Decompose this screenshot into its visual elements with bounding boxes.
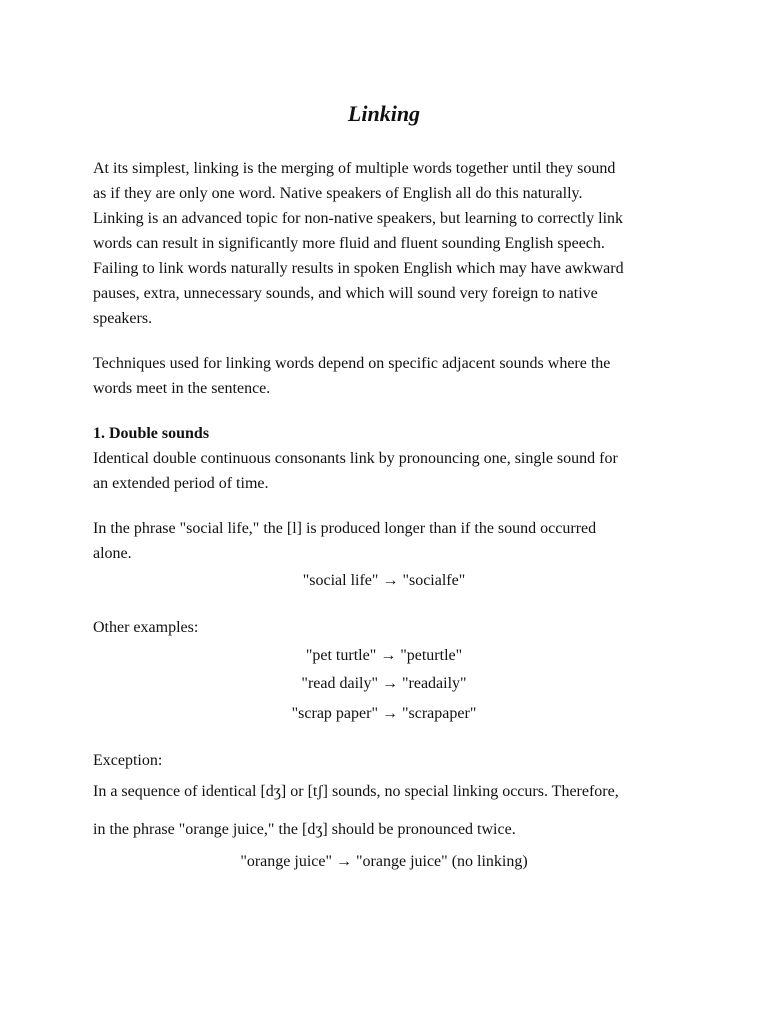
techniques-line: words meet in the sentence. (93, 380, 271, 397)
example-item: "scrap paper" → "scrapaper" (291, 705, 477, 722)
social-life-explanation (93, 516, 683, 566)
description-line: an extended period of time. (93, 475, 269, 492)
exception-line: in the phrase "orange juice," the [dʒ] should be pronounced twice. (93, 821, 516, 838)
intro-paragraph (93, 156, 683, 331)
techniques-paragraph (93, 351, 683, 401)
exception-example: "orange juice" → "orange juice" (no linking) (240, 853, 528, 870)
intro-line: Linking is an advanced topic for non-native speakers, but learning to correctly link (93, 210, 624, 227)
explanation-line: alone. (93, 545, 132, 562)
intro-line: words can result in significantly more fluid and fluent sounding English speech. (93, 235, 605, 252)
intro-line: speakers. (93, 310, 153, 327)
example-item: "pet turtle" → "peturtle" (305, 647, 463, 664)
main-example: "social life" → "socialfe" (302, 572, 466, 589)
intro-line: pauses, extra, unnecessary sounds, and which will sound very foreign to native (93, 285, 598, 302)
other-examples-label: Other examples: (93, 619, 199, 636)
exception-line: In a sequence of identical [dʒ] or [tʃ] sounds, no special linking occurs. Therefore, (93, 783, 619, 800)
intro-line: At its simplest, linking is the merging of multiple words together until they sound (93, 160, 616, 177)
example-item: "read daily" → "readaily" (301, 675, 467, 692)
intro-line: as if they are only one word. Native speakers of English all do this naturally. (93, 185, 583, 202)
intro-line: Failing to link words naturally results in spoken English which may have awkward (93, 260, 624, 277)
document-title: Linking (347, 101, 421, 126)
exception-label: Exception: (93, 752, 163, 769)
explanation-line: In the phrase "social life," the [l] is produced longer than if the sound occurred (93, 520, 597, 537)
double-sounds-description (93, 446, 683, 496)
techniques-line: Techniques used for linking words depend on specific adjacent sounds where the (93, 355, 611, 372)
description-line: Identical double continuous consonants link by pronouncing one, single sound for (93, 450, 618, 467)
section-heading: 1. Double sounds (93, 425, 210, 442)
